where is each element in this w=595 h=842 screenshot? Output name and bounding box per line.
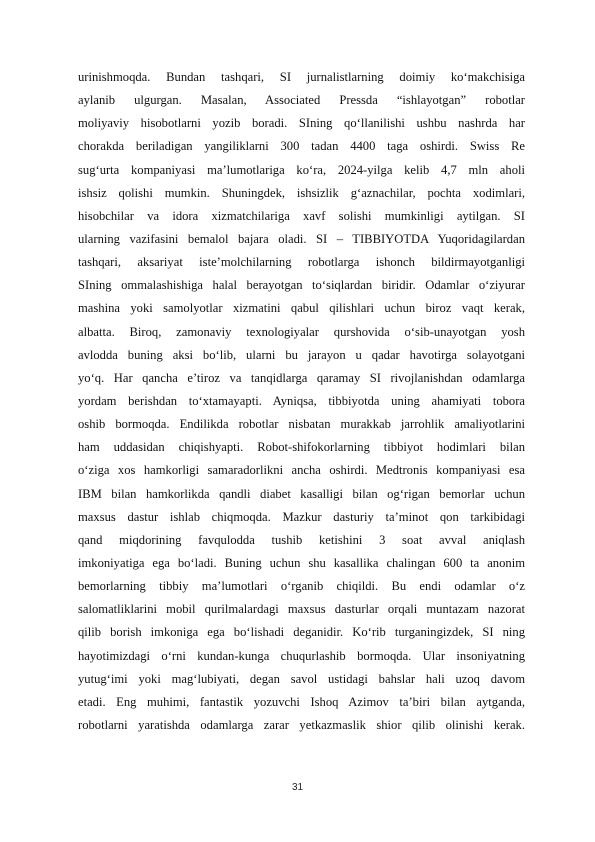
text-line: qilib borish imkoniga ega bo‘lishadi deganidir. Ko‘rib turganingizdek, SI ning: [78, 625, 525, 640]
text-line: ularning vazifasini bemalol bajara oladi. SI – TIBBIYOTDA Yuqoridagilardan: [78, 231, 525, 246]
text-line: chorakda beriladigan yangiliklarni 300 tadan 4400 taga oshirdi. Swiss Re: [78, 139, 525, 154]
text-line: yo‘q. Har qancha e’tiroz va tanqidlarga qaramay SI rivojlanishdan odamlarga: [78, 370, 525, 385]
text-line: imkoniyatiga ega bo‘ladi. Buning uchun shu kasallika chalingan 600 ta anonim: [78, 555, 525, 570]
text-line: ishsiz qolishi mumkin. Shuningdek, ishsizlik g‘aznachilar, pochta xodimlari,: [78, 185, 525, 200]
text-line: aylanib ulgurgan. Masalan, Associated Pressda “ishlayotgan” robotlar: [78, 93, 525, 108]
text-line: IBM bilan hamkorlikda qandli diabet kasalligi bilan og‘rigan bemorlar uchun: [78, 486, 525, 501]
text-line: urinishmoqda. Bundan tashqari, SI jurnalistlarning doimiy ko‘makchisiga: [78, 70, 525, 84]
page-number: 31: [291, 782, 304, 793]
text-line: avlodda buning aksi bo‘lib, ularni bu jarayon u qadar havotirga solayotgani: [78, 347, 525, 362]
text-line: SIning ommalashishiga halal berayotgan to‘siqlardan biridir. Odamlar o‘ziyurar: [78, 278, 525, 293]
text-line: oshib bormoqda. Endilikda robotlar nisbatan murakkab jarrohlik amaliyotlarini: [78, 417, 525, 432]
text-line: sug‘urta kompaniyasi ma’lumotlariga ko‘ra, 2024-yilga kelib 4,7 mln aholi: [78, 162, 525, 177]
text-line: moliyaviy hisobotlarni yozib boradi. SIning qo‘llanilishi ushbu nashrda har: [78, 116, 525, 131]
text-line: salomatliklarini mobil qurilmalardagi maxsus dasturlar orqali muntazam nazorat: [78, 602, 525, 617]
text-line: ham uddasidan chiqishyapti. Robot-shifokorlarning tibbiyot hodimlari bilan: [78, 440, 525, 455]
text-line: tashqari, aksariyat iste’molchilarning robotlarga ishonch bildirmayotganligi: [78, 255, 525, 270]
text-line: hisobchilar va idora xizmatchilariga xavf solishi mumkinligi aytilgan. SI: [78, 208, 525, 223]
text-line: albatta. Biroq, zamonaviy texnologiyalar qurshovida o‘sib-unayotgan yosh: [78, 324, 525, 339]
text-line: mashina yoki samolyotlar xizmatini qabul qilishlari uchun biroz vaqt kerak,: [78, 301, 525, 316]
text-line: robotlarni yaratishda odamlarga zarar yetkazmaslik shior qilib olinishi kerak.: [78, 717, 525, 732]
text-line: qand miqdorining favqulodda tushib ketishini 3 soat avval aniqlash: [78, 532, 525, 547]
body-text: [78, 66, 525, 737]
text-line: o‘ziga xos hamkorligi samaradorlikni ancha oshirdi. Medtronis kompaniyasi esa: [78, 463, 525, 478]
text-line: yordam berishdan to‘xtamayapti. Ayniqsa, tibbiyotda uning ahamiyati tobora: [78, 393, 525, 408]
text-line: maxsus dastur ishlab chiqmoqda. Mazkur dasturiy ta’minot qon tarkibidagi: [78, 509, 525, 524]
text-line: yutug‘imi yoki mag‘lubiyati, degan savol ustidagi bahslar hali uzoq davom: [78, 671, 525, 686]
text-line: bemorlarning tibbiy ma’lumotlari o‘rganib chiqildi. Bu endi odamlar o‘z: [78, 579, 525, 594]
text-line: etadi. Eng muhimi, fantastik yozuvchi Ishoq Azimov ta’biri bilan aytganda,: [78, 694, 525, 709]
text-line: hayotimizdagi o‘rni kundan-kunga chuqurlashib bormoqda. Ular insoniyatning: [78, 648, 525, 663]
